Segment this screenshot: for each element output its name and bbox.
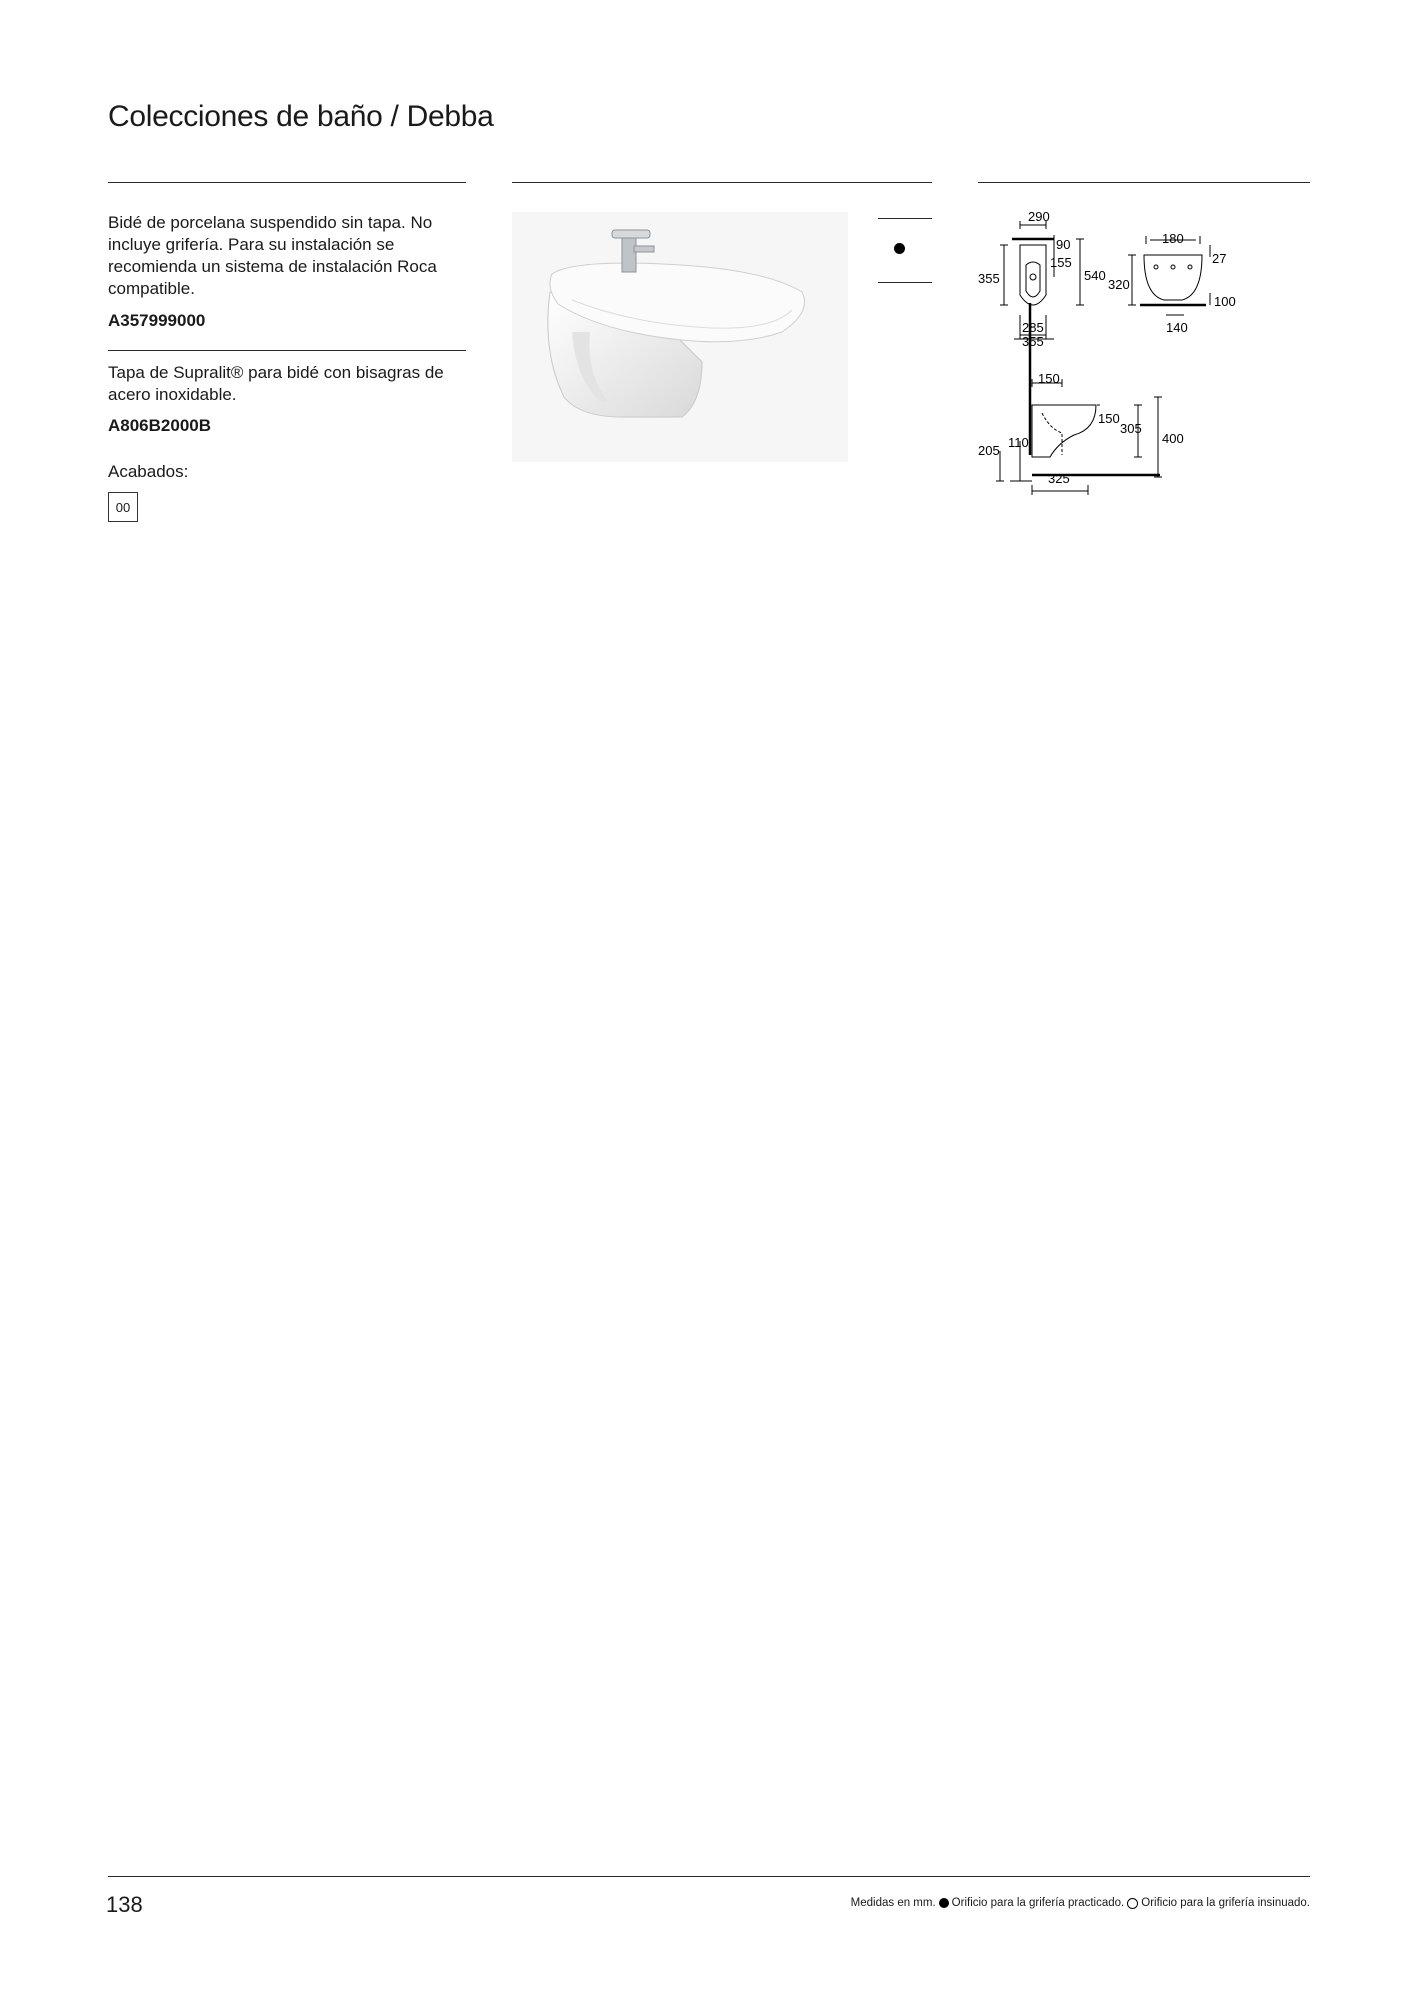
dim-side-205: 205 (978, 443, 1000, 458)
dim-top-540: 540 (1084, 268, 1106, 283)
dim-side-305: 305 (1120, 421, 1142, 436)
hole-indicator-rule-bottom (878, 282, 932, 283)
dim-top-90: 90 (1056, 237, 1071, 252)
dim-top-285: 285 (1022, 320, 1044, 335)
page-title: Colecciones de baño / Debba (108, 100, 494, 133)
dim-top-355-left: 355 (978, 271, 1000, 286)
dim-side-150-mid: 150 (1098, 411, 1120, 426)
legend-units: Medidas en mm. (850, 1897, 936, 1909)
technical-drawings (970, 205, 1310, 495)
dim-front-140: 140 (1166, 320, 1188, 335)
dim-front-100: 100 (1214, 294, 1236, 309)
column-rule-left (108, 182, 466, 183)
dim-front-180: 180 (1162, 231, 1184, 246)
filled-circle-icon (939, 1898, 949, 1908)
open-circle-icon (1127, 1898, 1138, 1909)
column-rule-right (978, 182, 1310, 183)
dim-side-110: 110 (1008, 435, 1029, 450)
hole-indicator-rule-top (878, 218, 932, 219)
footer-legend (851, 1897, 1310, 1909)
dim-side-150-top: 150 (1038, 371, 1060, 386)
drilled-hole-dot-icon (894, 243, 905, 254)
front-view-drawing (1128, 236, 1210, 315)
footer-rule (108, 1876, 1310, 1877)
product-divider (108, 350, 466, 351)
dim-front-320: 320 (1108, 277, 1130, 292)
product-code: A357999000 (108, 311, 206, 330)
bidet-illustration (512, 212, 848, 462)
accessory-description: Tapa de Supralit® para bidé con bisagras de acero inoxidable. (108, 363, 444, 404)
dim-top-355-bottom: 355 (1022, 334, 1044, 349)
column-rule-middle (512, 182, 932, 183)
product-description: Bidé de porcelana suspendido sin tapa. No incluye grifería. Para su instalación se recomienda un sistema de instalación Roca compatible. (108, 213, 437, 298)
product-image (512, 212, 848, 462)
accessory-code: A806B2000B (108, 416, 212, 435)
dim-side-325: 325 (1048, 471, 1070, 486)
dim-front-27: 27 (1212, 251, 1227, 266)
dim-side-400: 400 (1162, 431, 1184, 446)
page-number: 138 (106, 1892, 143, 1917)
finishes-label: Acabados: (108, 462, 189, 481)
dim-top-width: 290 (1028, 209, 1050, 224)
finish-swatch: 00 (108, 492, 138, 522)
side-view-drawing (996, 303, 1162, 495)
dim-top-155: 155 (1050, 255, 1072, 270)
legend-drilled: Orificio para la grifería practicado. (951, 1897, 1125, 1909)
legend-marked: Orificio para la grifería insinuado. (1141, 1897, 1310, 1909)
